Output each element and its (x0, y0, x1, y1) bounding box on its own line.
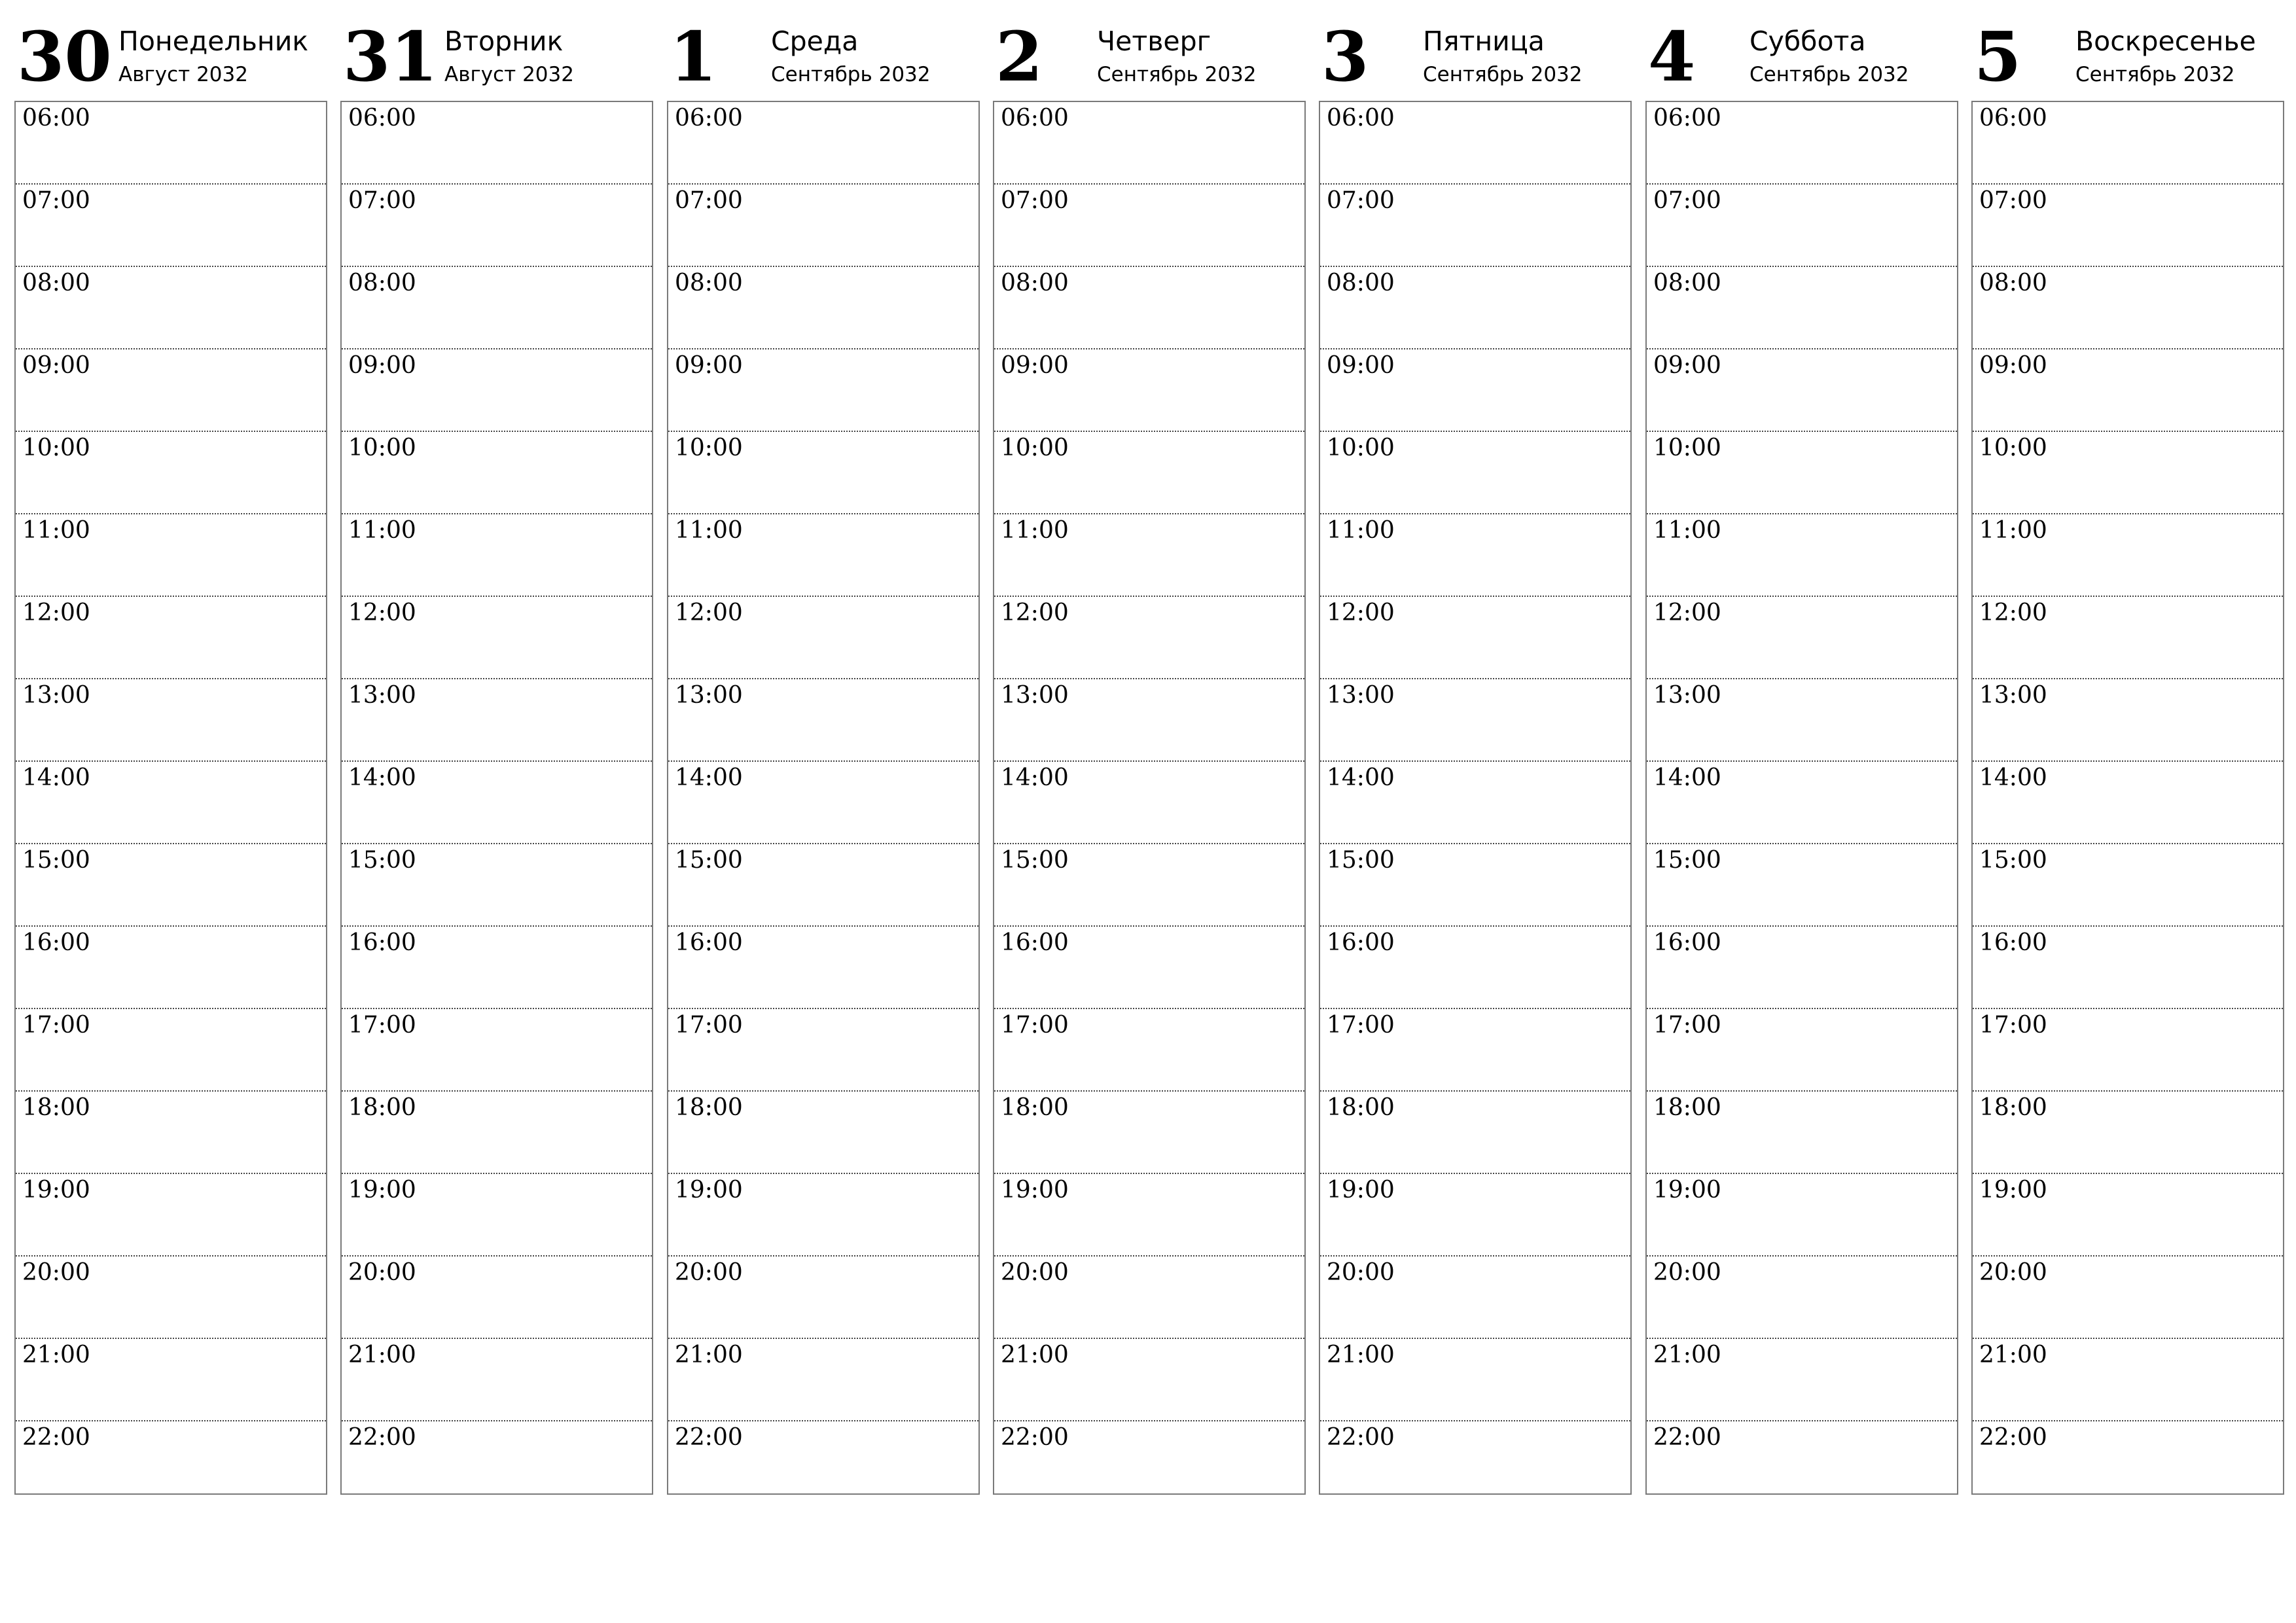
hour-label: 20:00 (348, 1259, 416, 1286)
hour-slot[interactable] (16, 679, 326, 762)
hour-slot[interactable] (1320, 1092, 1630, 1174)
hour-label: 18:00 (1327, 1094, 1395, 1121)
hour-grid (14, 101, 327, 1495)
hour-slot[interactable] (1647, 762, 1957, 844)
hour-slot[interactable] (16, 927, 326, 1009)
hour-label: 16:00 (348, 929, 416, 956)
weekday-label: Воскресенье (2075, 26, 2256, 57)
hour-label: 07:00 (1979, 187, 2047, 214)
day-header (14, 0, 327, 98)
hour-label: 22:00 (1001, 1424, 1069, 1451)
hour-label: 18:00 (675, 1094, 743, 1121)
hour-label: 06:00 (1001, 105, 1069, 132)
hour-slot[interactable] (1973, 349, 2283, 432)
hour-label: 14:00 (1327, 764, 1395, 791)
weekday-label: Четверг (1097, 26, 1211, 57)
hour-slot[interactable] (16, 1339, 326, 1421)
hour-label: 09:00 (675, 352, 743, 379)
hour-label: 18:00 (1001, 1094, 1069, 1121)
hour-label: 10:00 (22, 435, 90, 461)
hour-label: 06:00 (1327, 105, 1395, 132)
hour-label: 20:00 (1001, 1259, 1069, 1286)
hour-slot[interactable] (1973, 1257, 2283, 1339)
hour-slot[interactable] (1973, 432, 2283, 514)
hour-slot[interactable] (16, 1009, 326, 1092)
hour-label: 06:00 (22, 105, 90, 132)
hour-label: 07:00 (1327, 187, 1395, 214)
hour-label: 12:00 (1327, 599, 1395, 626)
hour-slot[interactable] (1973, 185, 2283, 267)
hour-label: 16:00 (1653, 929, 1721, 956)
hour-label: 18:00 (348, 1094, 416, 1121)
day-header (1645, 0, 1958, 98)
month-label: Август 2032 (118, 63, 248, 86)
hour-label: 07:00 (348, 187, 416, 214)
hour-slot[interactable] (16, 1174, 326, 1257)
hour-label: 09:00 (1327, 352, 1395, 379)
hour-label: 09:00 (1979, 352, 2047, 379)
hour-slot[interactable] (1647, 597, 1957, 679)
hour-label: 06:00 (1653, 105, 1721, 132)
hour-slot[interactable] (1320, 762, 1630, 844)
hour-slot[interactable] (342, 1421, 652, 1505)
hour-label: 11:00 (1653, 517, 1721, 544)
hour-label: 22:00 (675, 1424, 743, 1451)
hour-slot[interactable] (994, 597, 1304, 679)
hour-label: 19:00 (348, 1177, 416, 1204)
hour-slot[interactable] (668, 1009, 978, 1092)
hour-label: 21:00 (1001, 1342, 1069, 1368)
hour-label: 19:00 (22, 1177, 90, 1204)
day-number: 3 (1321, 16, 1369, 97)
hour-slot[interactable] (342, 1009, 652, 1092)
day-number: 31 (343, 16, 438, 97)
hour-slot[interactable] (668, 185, 978, 267)
hour-slot[interactable] (16, 597, 326, 679)
hour-label: 07:00 (675, 187, 743, 214)
hour-slot[interactable] (668, 267, 978, 349)
hour-label: 21:00 (348, 1342, 416, 1368)
hour-slot[interactable] (1320, 1009, 1630, 1092)
hour-label: 08:00 (675, 270, 743, 296)
hour-label: 16:00 (22, 929, 90, 956)
hour-label: 12:00 (1001, 599, 1069, 626)
hour-slot[interactable] (1973, 514, 2283, 597)
hour-slot[interactable] (994, 1339, 1304, 1421)
weekday-label: Среда (771, 26, 859, 57)
hour-slot[interactable] (342, 102, 652, 185)
hour-slot[interactable] (1973, 1009, 2283, 1092)
hour-slot[interactable] (1320, 844, 1630, 927)
hour-label: 10:00 (1327, 435, 1395, 461)
hour-slot[interactable] (668, 679, 978, 762)
hour-slot[interactable] (668, 102, 978, 185)
hour-label: 19:00 (1979, 1177, 2047, 1204)
hour-label: 21:00 (22, 1342, 90, 1368)
hour-slot[interactable] (1647, 432, 1957, 514)
hour-label: 22:00 (1653, 1424, 1721, 1451)
hour-label: 10:00 (348, 435, 416, 461)
hour-label: 20:00 (675, 1259, 743, 1286)
hour-label: 17:00 (1979, 1012, 2047, 1039)
hour-label: 09:00 (348, 352, 416, 379)
hour-label: 13:00 (22, 682, 90, 709)
hour-slot[interactable] (668, 432, 978, 514)
hour-slot[interactable] (16, 844, 326, 927)
hour-slot[interactable] (1647, 102, 1957, 185)
hour-label: 14:00 (22, 764, 90, 791)
hour-slot[interactable] (1973, 1092, 2283, 1174)
hour-label: 14:00 (1653, 764, 1721, 791)
hour-slot[interactable] (1320, 1421, 1630, 1505)
hour-label: 08:00 (1979, 270, 2047, 296)
weekday-label: Суббота (1749, 26, 1866, 57)
day-header (667, 0, 980, 98)
month-label: Сентябрь 2032 (771, 63, 931, 86)
hour-label: 12:00 (675, 599, 743, 626)
day-number: 4 (1648, 16, 1696, 97)
hour-label: 09:00 (22, 352, 90, 379)
hour-label: 06:00 (675, 105, 743, 132)
hour-slot[interactable] (1647, 1092, 1957, 1174)
hour-label: 15:00 (22, 847, 90, 874)
hour-slot[interactable] (994, 267, 1304, 349)
hour-label: 09:00 (1001, 352, 1069, 379)
hour-slot[interactable] (1647, 1174, 1957, 1257)
hour-label: 15:00 (1979, 847, 2047, 874)
hour-label: 21:00 (1653, 1342, 1721, 1368)
hour-slot[interactable] (668, 597, 978, 679)
hour-slot[interactable] (342, 762, 652, 844)
hour-slot[interactable] (668, 762, 978, 844)
hour-label: 11:00 (675, 517, 743, 544)
hour-label: 21:00 (675, 1342, 743, 1368)
hour-slot[interactable] (994, 432, 1304, 514)
hour-slot[interactable] (994, 927, 1304, 1009)
hour-label: 11:00 (348, 517, 416, 544)
hour-slot[interactable] (16, 432, 326, 514)
hour-label: 07:00 (1001, 187, 1069, 214)
month-label: Сентябрь 2032 (2075, 63, 2235, 86)
hour-label: 18:00 (22, 1094, 90, 1121)
hour-slot[interactable] (1320, 267, 1630, 349)
hour-slot[interactable] (1647, 1009, 1957, 1092)
hour-slot[interactable] (1320, 185, 1630, 267)
month-label: Сентябрь 2032 (1423, 63, 1583, 86)
hour-slot[interactable] (1973, 267, 2283, 349)
hour-slot[interactable] (1320, 432, 1630, 514)
hour-slot[interactable] (994, 1257, 1304, 1339)
day-number: 30 (17, 16, 112, 97)
hour-slot[interactable] (1973, 1174, 2283, 1257)
hour-label: 17:00 (22, 1012, 90, 1039)
hour-label: 19:00 (1653, 1177, 1721, 1204)
hour-slot[interactable] (342, 844, 652, 927)
hour-slot[interactable] (342, 1339, 652, 1421)
hour-label: 16:00 (1327, 929, 1395, 956)
hour-slot[interactable] (1647, 844, 1957, 927)
hour-label: 20:00 (1327, 1259, 1395, 1286)
hour-label: 17:00 (348, 1012, 416, 1039)
hour-slot[interactable] (342, 185, 652, 267)
hour-slot[interactable] (342, 597, 652, 679)
hour-label: 16:00 (675, 929, 743, 956)
hour-slot[interactable] (1647, 185, 1957, 267)
hour-slot[interactable] (342, 1257, 652, 1339)
hour-label: 13:00 (1653, 682, 1721, 709)
hour-slot[interactable] (1647, 1421, 1957, 1505)
hour-label: 11:00 (1327, 517, 1395, 544)
hour-slot[interactable] (668, 349, 978, 432)
hour-slot[interactable] (1647, 927, 1957, 1009)
hour-label: 15:00 (348, 847, 416, 874)
hour-grid (340, 101, 653, 1495)
day-header (993, 0, 1306, 98)
hour-label: 19:00 (1327, 1177, 1395, 1204)
hour-slot[interactable] (342, 1174, 652, 1257)
hour-label: 12:00 (22, 599, 90, 626)
hour-label: 15:00 (1653, 847, 1721, 874)
hour-label: 21:00 (1979, 1342, 2047, 1368)
hour-slot[interactable] (994, 1009, 1304, 1092)
day-number: 1 (670, 16, 717, 97)
hour-label: 14:00 (1001, 764, 1069, 791)
hour-label: 14:00 (1979, 764, 2047, 791)
hour-label: 19:00 (1001, 1177, 1069, 1204)
hour-slot[interactable] (1647, 349, 1957, 432)
hour-slot[interactable] (16, 1421, 326, 1505)
hour-label: 11:00 (22, 517, 90, 544)
hour-label: 13:00 (1001, 682, 1069, 709)
hour-label: 12:00 (1653, 599, 1721, 626)
hour-label: 08:00 (1001, 270, 1069, 296)
hour-slot[interactable] (342, 349, 652, 432)
hour-slot[interactable] (1973, 1421, 2283, 1505)
hour-slot[interactable] (16, 1257, 326, 1339)
hour-grid (667, 101, 980, 1495)
hour-slot[interactable] (1320, 514, 1630, 597)
hour-slot[interactable] (994, 1421, 1304, 1505)
hour-label: 17:00 (1327, 1012, 1395, 1039)
hour-label: 22:00 (348, 1424, 416, 1451)
hour-label: 21:00 (1327, 1342, 1395, 1368)
hour-label: 10:00 (1653, 435, 1721, 461)
hour-label: 08:00 (22, 270, 90, 296)
hour-slot[interactable] (994, 102, 1304, 185)
day-header (340, 0, 653, 98)
hour-slot[interactable] (16, 349, 326, 432)
day-number: 5 (1974, 16, 2022, 97)
hour-label: 15:00 (675, 847, 743, 874)
hour-slot[interactable] (1647, 1257, 1957, 1339)
hour-grid (1645, 101, 1958, 1495)
hour-slot[interactable] (16, 102, 326, 185)
hour-label: 19:00 (675, 1177, 743, 1204)
day-header (1319, 0, 1632, 98)
hour-slot[interactable] (1320, 679, 1630, 762)
hour-slot[interactable] (342, 679, 652, 762)
hour-slot[interactable] (342, 927, 652, 1009)
hour-label: 14:00 (675, 764, 743, 791)
hour-slot[interactable] (668, 1257, 978, 1339)
hour-label: 13:00 (348, 682, 416, 709)
hour-grid (993, 101, 1306, 1495)
hour-slot[interactable] (16, 1092, 326, 1174)
hour-slot[interactable] (994, 1174, 1304, 1257)
hour-label: 07:00 (1653, 187, 1721, 214)
hour-slot[interactable] (16, 267, 326, 349)
hour-slot[interactable] (994, 844, 1304, 927)
hour-label: 22:00 (1979, 1424, 2047, 1451)
hour-label: 07:00 (22, 187, 90, 214)
hour-slot[interactable] (668, 514, 978, 597)
hour-slot[interactable] (994, 679, 1304, 762)
hour-label: 12:00 (348, 599, 416, 626)
hour-label: 14:00 (348, 764, 416, 791)
hour-label: 18:00 (1653, 1094, 1721, 1121)
hour-label: 13:00 (1979, 682, 2047, 709)
hour-label: 22:00 (22, 1424, 90, 1451)
hour-label: 17:00 (1653, 1012, 1721, 1039)
hour-slot[interactable] (1320, 102, 1630, 185)
month-label: Сентябрь 2032 (1749, 63, 1909, 86)
hour-label: 09:00 (1653, 352, 1721, 379)
hour-slot[interactable] (1320, 1174, 1630, 1257)
weekday-label: Понедельник (118, 26, 309, 57)
hour-slot[interactable] (1320, 1257, 1630, 1339)
hour-label: 10:00 (1001, 435, 1069, 461)
hour-slot[interactable] (342, 514, 652, 597)
hour-slot[interactable] (1973, 679, 2283, 762)
hour-label: 17:00 (675, 1012, 743, 1039)
hour-label: 12:00 (1979, 599, 2047, 626)
hour-slot[interactable] (342, 1092, 652, 1174)
hour-label: 20:00 (22, 1259, 90, 1286)
day-number: 2 (996, 16, 1043, 97)
hour-slot[interactable] (1973, 597, 2283, 679)
hour-label: 17:00 (1001, 1012, 1069, 1039)
hour-label: 08:00 (1653, 270, 1721, 296)
hour-slot[interactable] (668, 844, 978, 927)
day-header (1971, 0, 2284, 98)
hour-slot[interactable] (1647, 267, 1957, 349)
hour-slot[interactable] (994, 514, 1304, 597)
hour-slot[interactable] (994, 349, 1304, 432)
hour-label: 20:00 (1979, 1259, 2047, 1286)
hour-label: 16:00 (1001, 929, 1069, 956)
hour-slot[interactable] (668, 1174, 978, 1257)
hour-slot[interactable] (994, 762, 1304, 844)
hour-slot[interactable] (342, 267, 652, 349)
hour-slot[interactable] (1647, 1339, 1957, 1421)
month-label: Сентябрь 2032 (1097, 63, 1257, 86)
hour-label: 15:00 (1327, 847, 1395, 874)
hour-slot[interactable] (1973, 927, 2283, 1009)
hour-slot[interactable] (1973, 102, 2283, 185)
hour-label: 13:00 (1327, 682, 1395, 709)
hour-grid (1971, 101, 2284, 1495)
hour-grid (1319, 101, 1632, 1495)
hour-label: 10:00 (1979, 435, 2047, 461)
hour-label: 08:00 (1327, 270, 1395, 296)
hour-label: 10:00 (675, 435, 743, 461)
hour-label: 18:00 (1979, 1094, 2047, 1121)
hour-slot[interactable] (16, 762, 326, 844)
hour-slot[interactable] (16, 514, 326, 597)
hour-slot[interactable] (1320, 1339, 1630, 1421)
hour-slot[interactable] (1973, 1339, 2283, 1421)
hour-slot[interactable] (1973, 844, 2283, 927)
hour-slot[interactable] (1647, 514, 1957, 597)
hour-slot[interactable] (994, 185, 1304, 267)
hour-slot[interactable] (994, 1092, 1304, 1174)
hour-label: 15:00 (1001, 847, 1069, 874)
hour-label: 13:00 (675, 682, 743, 709)
hour-slot[interactable] (668, 1421, 978, 1505)
hour-slot[interactable] (1973, 762, 2283, 844)
hour-label: 16:00 (1979, 929, 2047, 956)
weekday-label: Вторник (444, 26, 564, 57)
hour-label: 11:00 (1979, 517, 2047, 544)
weekday-label: Пятница (1423, 26, 1545, 57)
hour-slot[interactable] (342, 432, 652, 514)
hour-slot[interactable] (1320, 349, 1630, 432)
hour-slot[interactable] (1647, 679, 1957, 762)
hour-label: 22:00 (1327, 1424, 1395, 1451)
hour-label: 08:00 (348, 270, 416, 296)
hour-slot[interactable] (16, 185, 326, 267)
hour-slot[interactable] (668, 1092, 978, 1174)
hour-slot[interactable] (1320, 927, 1630, 1009)
hour-label: 06:00 (1979, 105, 2047, 132)
month-label: Август 2032 (444, 63, 574, 86)
hour-label: 11:00 (1001, 517, 1069, 544)
hour-label: 20:00 (1653, 1259, 1721, 1286)
hour-slot[interactable] (668, 1339, 978, 1421)
hour-label: 06:00 (348, 105, 416, 132)
hour-slot[interactable] (668, 927, 978, 1009)
hour-slot[interactable] (1320, 597, 1630, 679)
